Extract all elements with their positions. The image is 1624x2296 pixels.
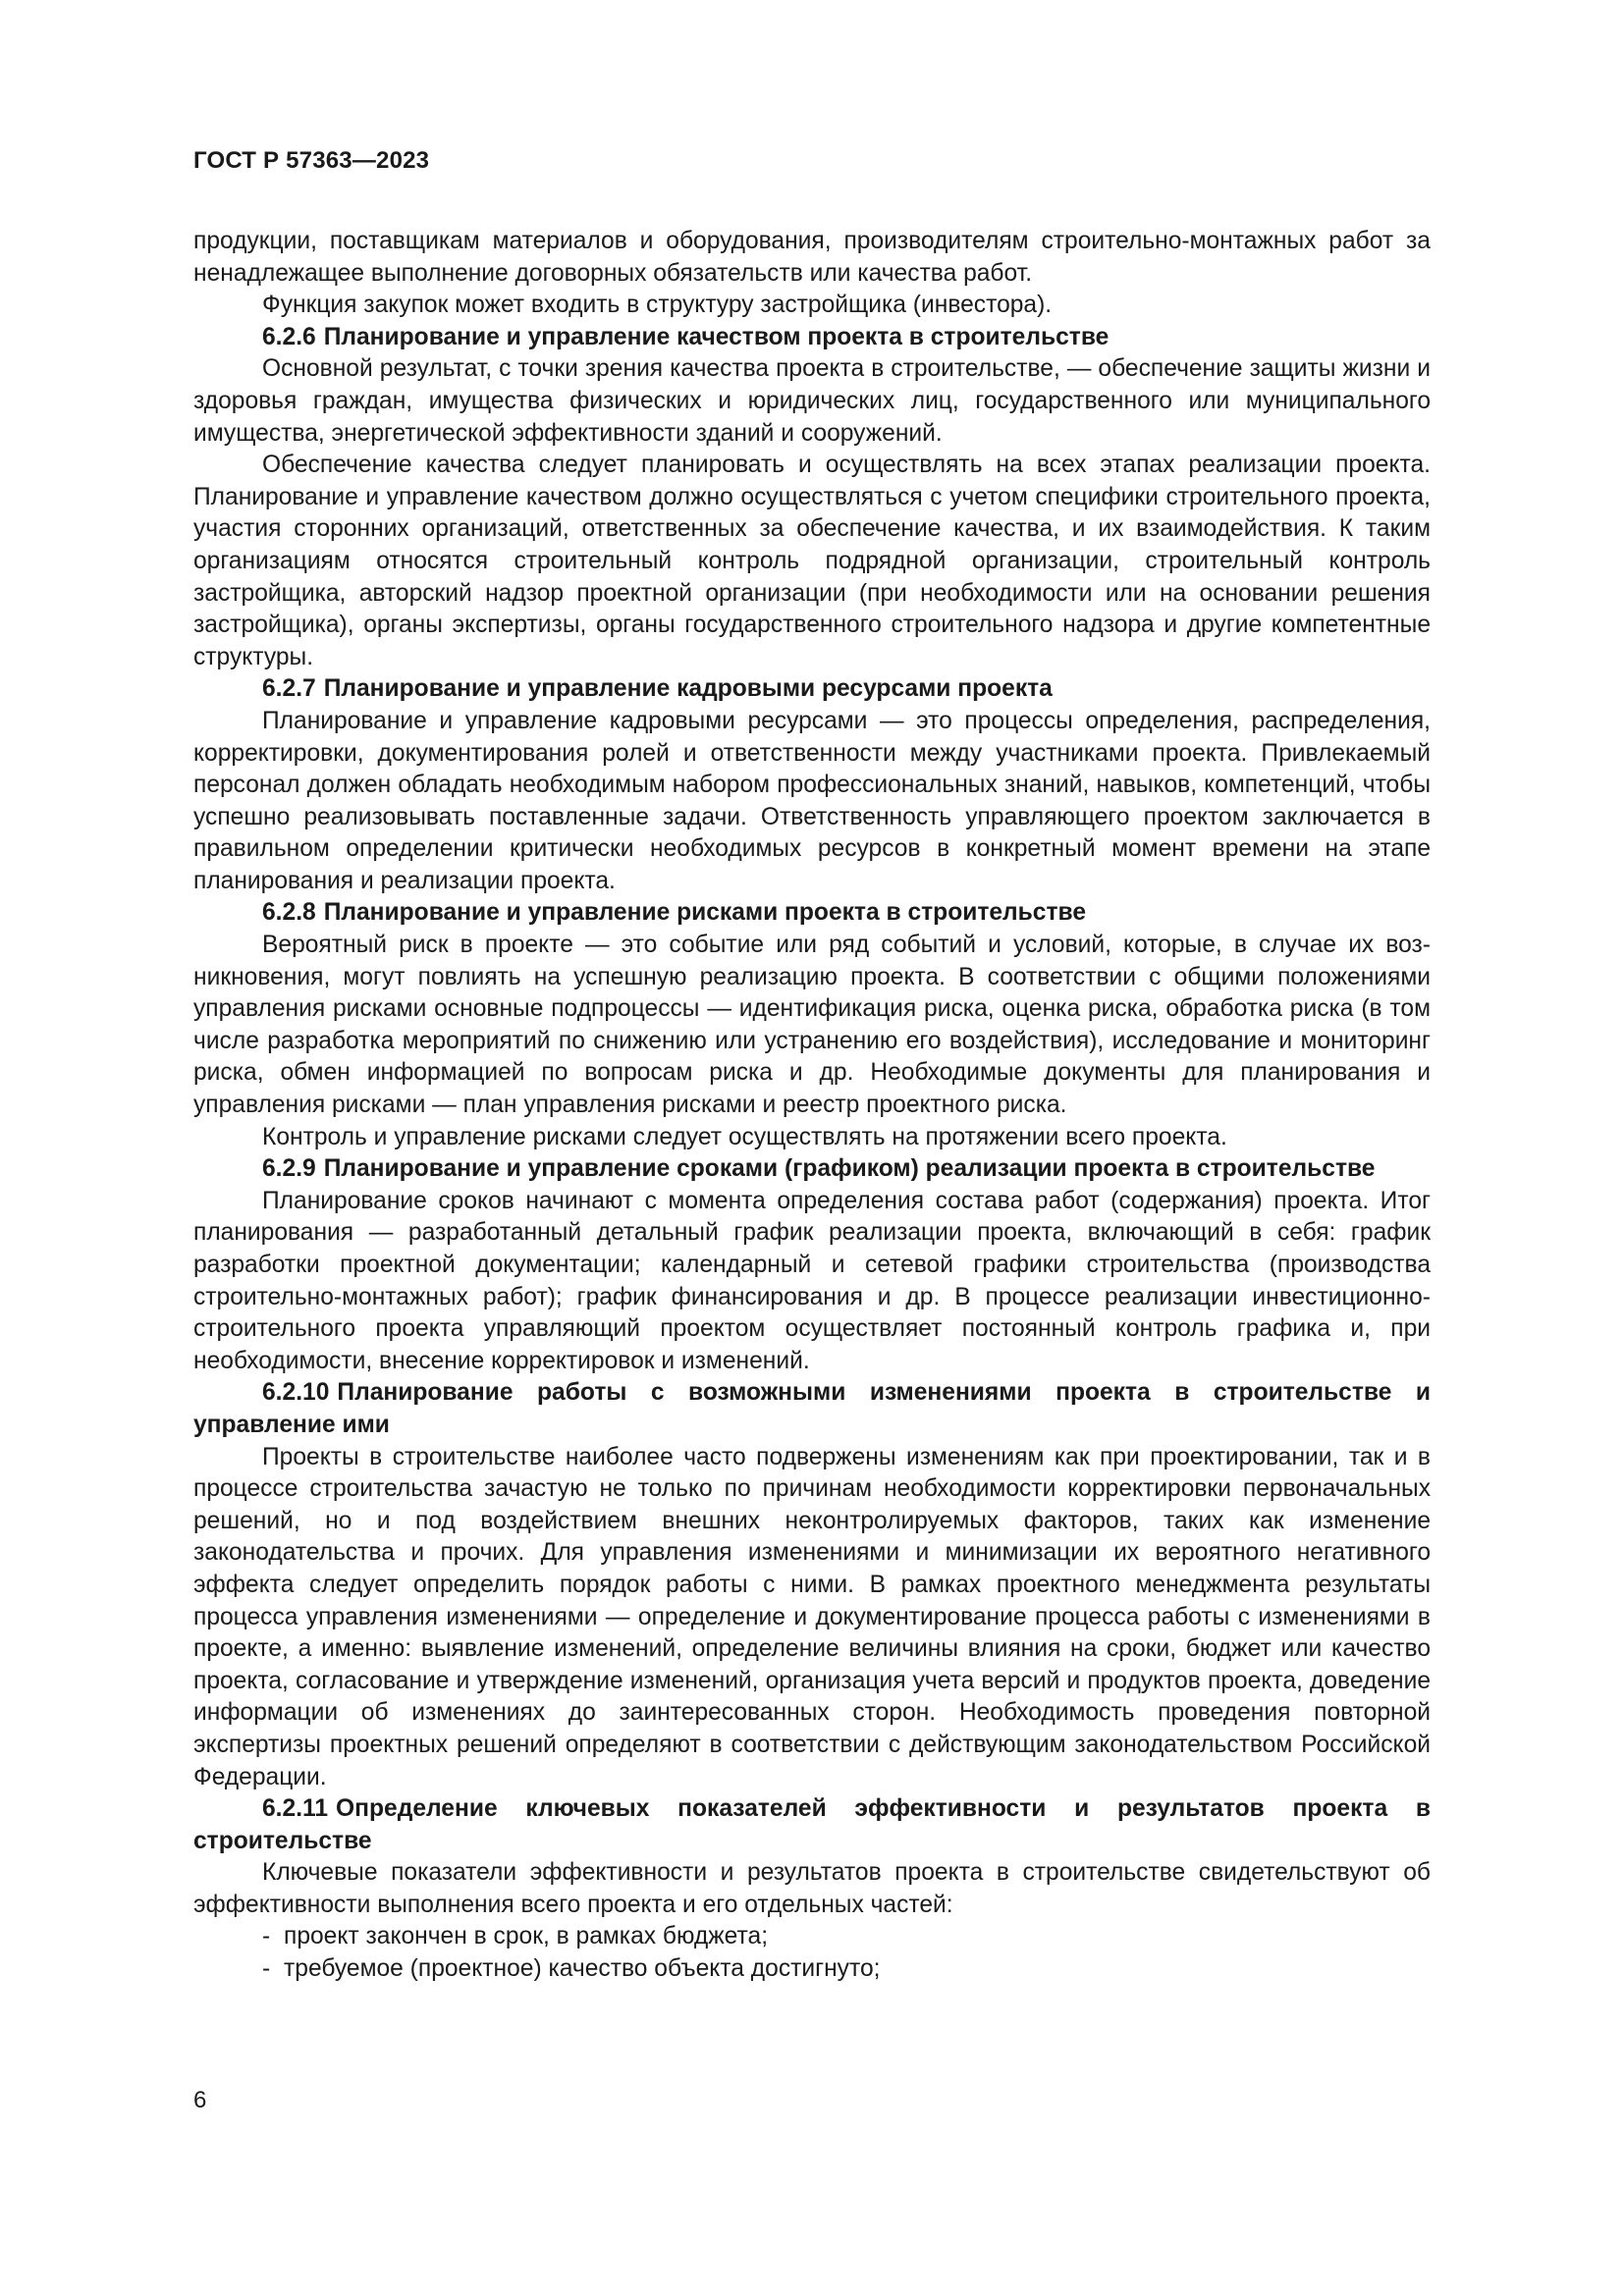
- section-number: 6.2.10: [262, 1379, 330, 1407]
- section-number: 6.2.11: [262, 1795, 329, 1823]
- section-heading-6-2-11: [193, 1793, 1431, 1857]
- paragraph: Основной результат, с точки зрения качества проекта в строительстве, — обеспечение защиты жизни и здоровья граждан, имущества физических и юридических лиц, государственного или муниципального имущества, энергетической эффективности зданий и сооружений.: [193, 355, 1431, 447]
- section-title: Планирование и управление сроками (графиком) реализации проекта в строительстве: [323, 1155, 1376, 1183]
- section-title: Планирование и управление качеством проекта в строительстве: [323, 323, 1110, 350]
- section-heading-6-2-6: [193, 322, 1431, 354]
- paragraph: Контроль и управление рисками следует осуществлять на протяжении всего проекта.: [262, 1123, 1227, 1150]
- section-heading-6-2-10: [193, 1377, 1431, 1441]
- list-item-text: требуемое (проектное) качество объекта достигнуто;: [284, 1955, 881, 1983]
- section-title: Планирование и управление кадровыми ресурсами проекта: [323, 675, 1053, 703]
- section-number: 6.2.6: [262, 323, 316, 350]
- paragraph-continuation: продукции, поставщикам материалов и оборудования, производителям строительно-монтажных работ за ненадлежащее выполнение договорных обязательств или качества работ.: [193, 228, 1431, 287]
- page-number: 6: [193, 2087, 207, 2113]
- section-heading-6-2-8: [193, 897, 1431, 930]
- paragraph: Ключевые показатели эффективности и результатов проекта в строительстве свидетельствуют об эффективности выполнения всего проекта и его отдельных частей:: [193, 1859, 1431, 1918]
- list-item: [193, 1921, 1431, 1953]
- document-body: [193, 226, 1431, 1986]
- paragraph: Обеспечение качества следует планировать и осуществлять на всех этапах реализации проекта. Планирование и управление качеством должно осуществляться с учетом специфики строительного проекта, участия сторонних организаций, ответственных за обеспечение качества, и их взаимодействия. К таким организациям относятся строительный контроль подрядной организации, строительный контроль застройщика, авторский надзор проектной организации (при необходимости или на основании решения застройщика), органы экспертизы, органы государственного строительного надзора и другие компетентные структуры.: [193, 452, 1431, 670]
- paragraph: Планирование и управление кадровыми ресурсами — это процессы определения, распределения, корректировки, документирования ролей и ответственности между участниками проекта. Привлекаемый персонал должен обладать необходимым набором профессиональных знаний, навыков, компетенций, чтобы успешно реализовывать поставленные задачи. Ответственность управляющего проектом заключается в правильном определении критически необходимых ресурсов в конкретный момент времени на этапе планирования и реализации проекта.: [193, 707, 1431, 894]
- section-heading-6-2-7: [193, 673, 1431, 706]
- list-item: [193, 1953, 1431, 1986]
- list-marker: -: [262, 1923, 271, 1950]
- paragraph: Вероятный риск в проекте — это событие или ряд событий и условий, которые, в случае их возникновения, могут повлиять на успешную реализацию проекта. В соответствии с общими положениями управления рисками основные подпроцессы — идентификация риска, оценка риска, обработка риска (в том числе разработка мероприятий по снижению или устранению его воздействия), исследование и мониторинг риска, обмен информацией по вопросам риска и др. Необходимые документы для планирования и управления рисками — план управления рисками и реестр проектного риска.: [193, 932, 1431, 1119]
- section-title: Планирование работы с возможными изменениями проекта в строительстве и управление ими: [193, 1379, 1431, 1438]
- section-number: 6.2.9: [262, 1155, 316, 1183]
- paragraph: Проекты в строительстве наиболее часто подвержены изменениям как при проектировании, так и в процессе строительства зачастую не только по причинам необходимости корректировки первоначальных решений, но и под воздействием внешних неконтролируемых факторов, таких как изменение законодательства и прочих. Для управления изменениями и минимизации их вероятного негативного эффекта следует определить порядок работы с ними. В рамках проектного менеджмента результаты процесса управления изменениями — определение и документирование процесса работы с изменениями в проекте, а именно: выявление изменений, определение величины влияния на сроки, бюджет или качество проекта, согласование и утверждение изменений, организация учета версий и продуктов проекта, доведение информации об изменениях до заинтересованных сторон. Необходимость проведения повторной экспертизы проектных решений определяют в соответствии с действующим законодательством Российской Федерации.: [193, 1443, 1431, 1790]
- paragraph: Планирование сроков начинают с момента определения состава работ (содержания) проекта. Итог планирования — разработанный детальный график реализации проекта, включающий в себя: график разработки проектной документации; календарный и сетевой графики строительства (производства строительно-монтажных работ); график финансирования и др. В процессе реализации инвестиционно-строительного проекта управляющий проектом осуществляет постоянный контроль графика и, при необходимости, внесение корректировок и изменений.: [193, 1187, 1431, 1374]
- document-header: ГОСТ Р 57363—2023: [193, 147, 430, 174]
- list-item-text: проект закончен в срок, в рамках бюджета;: [284, 1923, 769, 1950]
- section-number: 6.2.8: [262, 899, 316, 927]
- section-title: Определение ключевых показателей эффективности и результатов проекта в строительстве: [193, 1795, 1431, 1854]
- section-heading-6-2-9: [193, 1153, 1431, 1186]
- section-number: 6.2.7: [262, 675, 316, 703]
- paragraph-purchase-function: Функция закупок может входить в структуру застройщика (инвестора).: [262, 292, 1053, 319]
- section-title: Планирование и управление рисками проекта в строительстве: [323, 899, 1086, 927]
- list-marker: -: [262, 1955, 271, 1983]
